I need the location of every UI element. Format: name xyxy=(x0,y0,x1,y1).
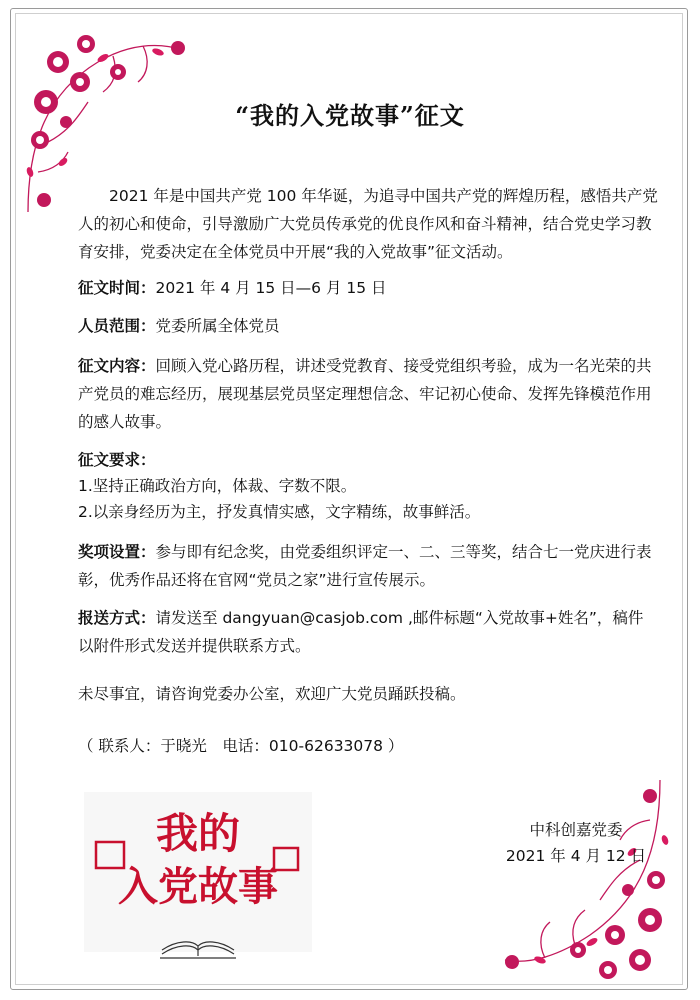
story-logo xyxy=(82,790,314,972)
intro-paragraph: 2021 年是中国共产党 100 年华诞，为追寻中国共产党的辉煌历程，感悟共产党人的初心和使命，引导激励广大党员传承党的优良作风和奋斗精神，结合党史学习教育安排，党委决定在全体党员中开展“我的入党故事”征文活动。 xyxy=(78,187,658,261)
scope-text: 党委所属全体党员 xyxy=(155,317,280,335)
awards-label: 奖项设置： xyxy=(78,543,156,561)
floral-corner-bottom-right xyxy=(500,770,680,985)
requirements-label: 征文要求： xyxy=(78,451,156,469)
organization-name: 中科创嘉党委 xyxy=(529,821,623,839)
requirement-item: 2.以亲身经历为主，抒发真情实感，文字精练，故事鲜活。 xyxy=(78,503,481,521)
page-title: “我的入党故事”征文 xyxy=(235,101,465,130)
submit-text: 请发送至 dangyuan@casjob.com ,邮件标题“入党故事+姓名”，稿件以附件形式发送并提供联系方式。 xyxy=(78,609,644,655)
requirement-item: 1.坚持正确政治方向，体裁、字数不限。 xyxy=(78,477,357,495)
issue-date: 2021 年 4 月 12 日 xyxy=(505,847,647,865)
section-submit xyxy=(78,604,658,660)
submit-label: 报送方式： xyxy=(78,609,156,627)
time-label: 征文时间： xyxy=(78,279,156,297)
scope-label: 人员范围： xyxy=(78,317,156,335)
logo-line2: 入党故事 xyxy=(118,864,278,910)
section-content xyxy=(78,352,658,436)
contact-info: （ 联系人：于晓光 电话：010-62633078 ） xyxy=(78,737,404,755)
content-text: 回顾入党心路历程，讲述受党教育、接受党组织考验，成为一名光荣的共产党员的难忘经历，展现基层党员坚定理想信念、牢记初心使命、发挥先锋模范作用的感人故事。 xyxy=(78,357,652,431)
section-time xyxy=(78,274,658,302)
closing-text: 未尽事宜，请咨询党委办公室，欢迎广大党员踊跃投稿。 xyxy=(78,685,466,703)
logo-line1: 我的 xyxy=(155,809,241,858)
awards-text: 参与即有纪念奖，由党委组织评定一、二、三等奖，结合七一党庆进行表彰，优秀作品还将在官网“党员之家”进行宣传展示。 xyxy=(78,543,652,589)
section-requirements xyxy=(78,446,658,474)
time-text: 2021 年 4 月 15 日—6 月 15 日 xyxy=(155,279,387,297)
content-label: 征文内容： xyxy=(78,357,156,375)
section-awards xyxy=(78,538,658,594)
section-scope xyxy=(78,312,658,340)
